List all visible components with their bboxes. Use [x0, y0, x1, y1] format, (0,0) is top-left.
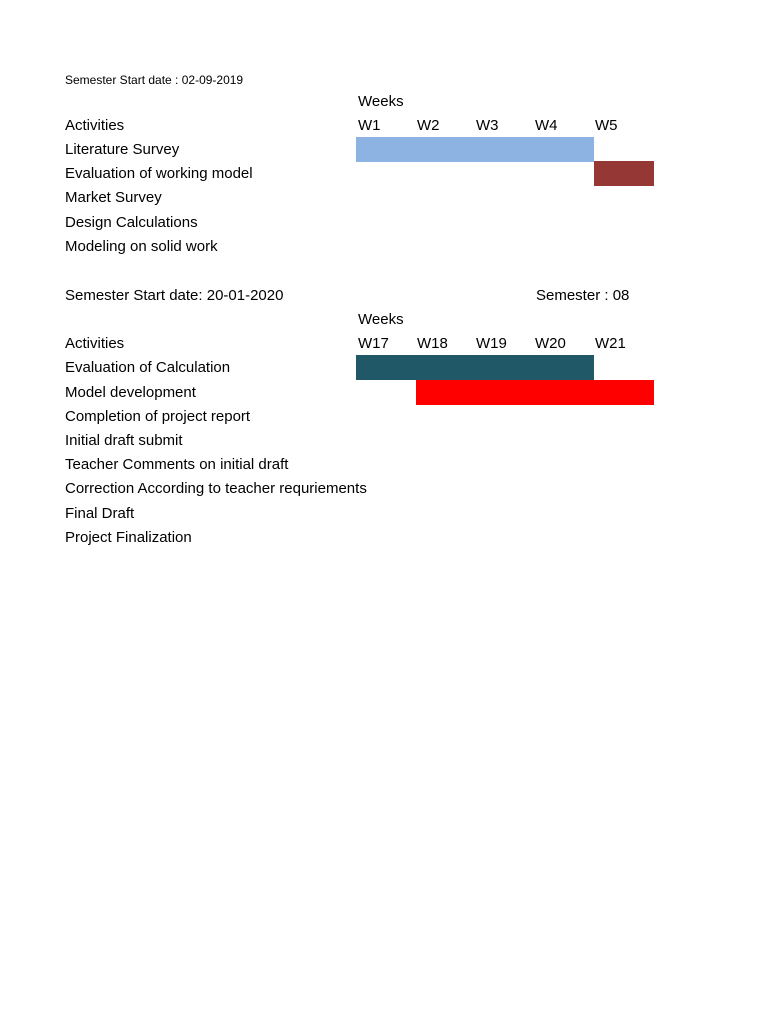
section2-activities-label: Activities: [65, 335, 125, 352]
section1-activity: Evaluation of working model: [65, 165, 253, 182]
section1-weeks-label: Weeks: [358, 93, 404, 110]
section2-activity: Initial draft submit: [65, 432, 183, 449]
semester2-start-date: Semester Start date: 20-01-2020: [65, 287, 284, 304]
section1-activity: Modeling on solid work: [65, 238, 218, 255]
gantt-bar: [356, 137, 594, 162]
section1-activities-label: Activities: [65, 117, 125, 134]
gantt-bar: [416, 380, 654, 405]
section2-week-label: W19: [476, 335, 507, 352]
section1-week-label: W5: [595, 117, 618, 134]
section1-activity: Literature Survey: [65, 141, 180, 158]
section2-week-label: W21: [595, 335, 626, 352]
section2-week-label: W20: [535, 335, 566, 352]
section2-activity: Final Draft: [65, 505, 135, 522]
section2-activity: Correction According to teacher requriements: [65, 480, 367, 497]
section1-week-label: W4: [535, 117, 558, 134]
section1-activity: Design Calculations: [65, 214, 198, 231]
section1-week-label: W1: [358, 117, 381, 134]
section1-week-label: W3: [476, 117, 499, 134]
semester-number: Semester : 08: [536, 287, 630, 304]
section2-activity: Model development: [65, 384, 196, 401]
section2-weeks-label: Weeks: [358, 311, 404, 328]
gantt-bar: [594, 161, 654, 186]
section2-week-label: W17: [358, 335, 389, 352]
section1-week-label: W2: [417, 117, 440, 134]
section2-activity: Teacher Comments on initial draft: [65, 456, 289, 473]
section2-week-label: W18: [417, 335, 448, 352]
semester1-start-date: Semester Start date : 02-09-2019: [65, 73, 244, 87]
section2-activity: Completion of project report: [65, 408, 251, 425]
gantt-bar: [356, 355, 594, 380]
section1-activity: Market Survey: [65, 189, 162, 206]
section2-activity: Project Finalization: [65, 529, 192, 546]
section2-activity: Evaluation of Calculation: [65, 359, 231, 376]
